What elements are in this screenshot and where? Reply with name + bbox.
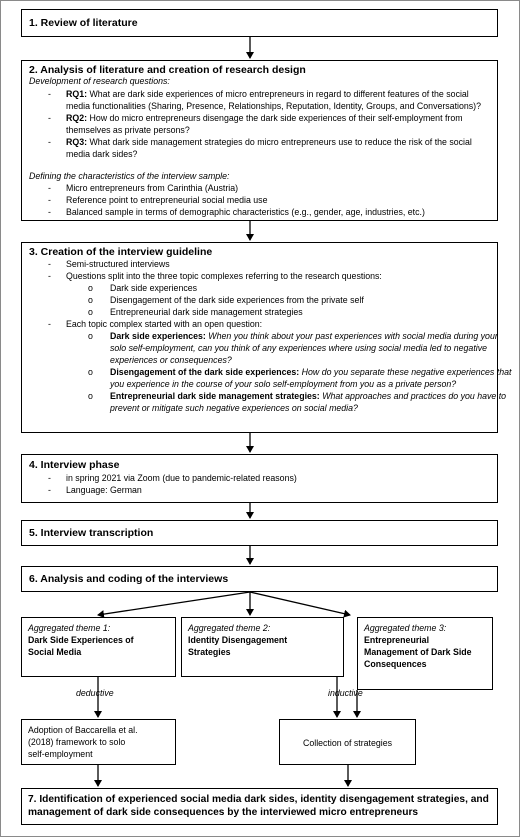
q3-text-1: What approaches and practices do you have to xyxy=(322,391,507,401)
step-7-text-2: management of dark side consequences by the interviewed micro entrepreneurs xyxy=(28,807,419,818)
step-2-title: 2. Analysis of literature and creation of research design xyxy=(29,64,306,76)
q3-text-2: prevent or mitigate such negative experiences on social media? xyxy=(110,403,358,413)
theme-3-name-3: Consequences xyxy=(364,659,427,669)
theme-1-name-2: Social Media xyxy=(28,647,82,657)
q3-row xyxy=(110,390,506,403)
step-3-box xyxy=(21,242,512,433)
step-5-box xyxy=(21,520,498,546)
sample-item-2: Reference point to entrepreneurial social media use xyxy=(66,195,268,205)
q1-row xyxy=(110,330,498,343)
sample-dash-1: - xyxy=(48,183,51,193)
s3-dash-2: - xyxy=(48,271,51,281)
rq3-dash: - xyxy=(48,137,51,147)
s3-item-2: Questions split into the three topic complexes referring to the research questions: xyxy=(66,271,382,281)
step-5-title: 5. Interview transcription xyxy=(29,527,154,539)
adoption-box xyxy=(21,719,176,765)
s3-dash-1: - xyxy=(48,259,51,269)
q2-text-1: How do you separate these negative experiences that xyxy=(301,367,512,377)
step-2-box xyxy=(21,60,498,221)
edge-label-inductive: inductive xyxy=(328,688,363,698)
collection-box xyxy=(279,719,416,765)
arrow-6-theme1 xyxy=(98,592,250,615)
q-bullet-1: o xyxy=(88,331,93,341)
step-7-box xyxy=(21,788,498,825)
sub-bullet-3: o xyxy=(88,307,93,317)
rq1-text-2: media functionalities (Sharing, Presence, Relationships, Reputation, Identity, Groups, and Conversations)? xyxy=(66,101,481,111)
adoption-text-2: (2018) framework to solo xyxy=(28,737,126,747)
q2-text-2: you experience in the course of your solo self-employment from you as a private person? xyxy=(110,379,457,389)
theme-1-label: Aggregated theme 1: xyxy=(28,623,111,633)
def-heading: Defining the characteristics of the interview sample: xyxy=(29,171,230,181)
theme-3-name-2: Management of Dark Side xyxy=(364,647,472,657)
s3-item-1: Semi-structured interviews xyxy=(66,259,170,269)
rq3-text-2: media dark sides? xyxy=(66,149,138,159)
rq1-row xyxy=(66,88,469,101)
collection-text: Collection of strategies xyxy=(303,738,392,748)
theme-3-box xyxy=(357,617,493,690)
s4-item-1: in spring 2021 via Zoom (due to pandemic-related reasons) xyxy=(66,473,297,483)
rq1-dash: - xyxy=(48,89,51,99)
step-7-text-1: 7. Identification of experienced social media dark sides, identity disengagement strategies, and xyxy=(28,794,489,805)
step-4-title: 4. Interview phase xyxy=(29,459,120,471)
theme-2-label: Aggregated theme 2: xyxy=(188,623,271,633)
rq2-text-1: How do micro entrepreneurs disengage the dark side experiences of their self-employment from xyxy=(89,113,463,123)
s4-dash-1: - xyxy=(48,473,51,483)
theme-3-label: Aggregated theme 3: xyxy=(364,623,447,633)
theme-1-name-1: Dark Side Experiences of xyxy=(28,635,134,645)
step-6-title: 6. Analysis and coding of the interviews xyxy=(29,573,229,585)
rq3-text-1: What dark side management strategies do micro entrepreneurs use to reduce the risk of the social xyxy=(89,137,472,147)
sample-item-1: Micro entrepreneurs from Carinthia (Austria) xyxy=(66,183,239,193)
dev-heading: Development of research questions: xyxy=(29,76,170,86)
step-1-title: 1. Review of literature xyxy=(29,17,138,29)
rq2-row xyxy=(66,112,463,125)
q2-row xyxy=(110,366,511,379)
sub-item-1: Dark side experiences xyxy=(110,283,198,293)
rq2-dash: - xyxy=(48,113,51,123)
theme-1-box xyxy=(21,617,176,677)
rq2-label: RQ2: xyxy=(66,113,88,123)
sub-bullet-1: o xyxy=(88,283,93,293)
theme-3-name-1: Entrepreneurial xyxy=(364,635,430,645)
step-4-box xyxy=(21,454,498,503)
q3-label: Entrepreneurial dark side management strategies: xyxy=(110,391,320,401)
sample-dash-3: - xyxy=(48,207,51,217)
theme-2-name-1: Identity Disengagement xyxy=(188,635,288,645)
rq3-label: RQ3: xyxy=(66,137,88,147)
sample-dash-2: - xyxy=(48,195,51,205)
s4-item-2: Language: German xyxy=(66,485,142,495)
sub-bullet-2: o xyxy=(88,295,93,305)
step-3-title: 3. Creation of the interview guideline xyxy=(29,246,213,258)
theme-2-name-2: Strategies xyxy=(188,647,231,657)
s3-dash-3: - xyxy=(48,319,51,329)
q-bullet-3: o xyxy=(88,391,93,401)
q2-label: Disengagement of the dark side experiences: xyxy=(110,367,300,377)
q-bullet-2: o xyxy=(88,367,93,377)
q1-text-1: When you think about your past experiences with social media during your xyxy=(208,331,498,341)
step-1-box xyxy=(21,9,498,37)
rq2-text-2: themselves as private persons? xyxy=(66,125,190,135)
q1-label: Dark side experiences: xyxy=(110,331,206,341)
adoption-text-1: Adoption of Baccarella et al. xyxy=(28,725,138,735)
sub-item-3: Entrepreneurial dark side management strategies xyxy=(110,307,303,317)
q1-text-3: experiences or consequences? xyxy=(110,355,232,365)
adoption-text-3: self-employment xyxy=(28,749,93,759)
theme-2-box xyxy=(181,617,344,677)
edge-label-deductive: deductive xyxy=(76,688,114,698)
sample-item-3: Balanced sample in terms of demographic characteristics (e.g., gender, age, industries, etc.) xyxy=(66,207,425,217)
step-6-box xyxy=(21,566,498,592)
rq1-text-1: What are dark side experiences of micro entrepreneurs in regard to different features of the social xyxy=(89,89,469,99)
rq1-label: RQ1: xyxy=(66,89,88,99)
arrow-6-theme3 xyxy=(250,592,350,615)
s4-dash-2: - xyxy=(48,485,51,495)
sub-item-2: Disengagement of the dark side experiences from the private self xyxy=(110,295,364,305)
q1-text-2: solo self-employment, can you think of any experiences where using social media led to negative xyxy=(110,343,488,353)
s3-item-3: Each topic complex started with an open question: xyxy=(66,319,263,329)
rq3-row xyxy=(66,136,472,149)
